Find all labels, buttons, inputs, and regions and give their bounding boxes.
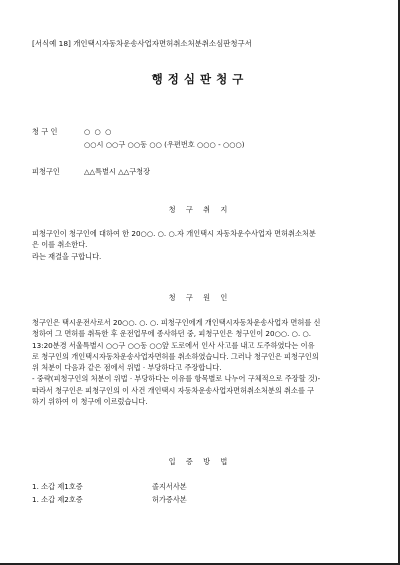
evidence-item-name: 졸지서사본 — [152, 482, 187, 491]
reason-line: 하기 위하여 이 청구에 이르렀습니다. — [32, 397, 148, 407]
purpose-line: 피청구인이 청구인에 대하여 한 20○○. ○. ○.자 개인택시 자동차운수사업자 면허취소처분 — [32, 229, 316, 238]
reason-paragraph — [32, 317, 370, 407]
reason-line: 따라서 청구인은 피청구인의 이 사건 개인택시 자동차운송사업자면허취소처분의 취소를 구 — [32, 385, 315, 395]
purpose-paragraph — [32, 228, 370, 262]
form-label: [서식예 18] 개인택시자동차운송사업자면허취소처분취소심판청구서 — [32, 39, 252, 48]
reason-line: 13:20분경 서울특별시 ○○구 ○○동 ○○앞 도로에서 인사 사고를 내고 도주하였다는 이유 — [32, 340, 315, 350]
reason-line: - 중략(피청구인의 처분이 위법 · 부당하다는 이유를 항목별로 나누어 구체적으로 주장할 것)- — [32, 374, 321, 384]
reason-line: 청구인은 택시운전사로서 20○○. ○. ○. 피청구인에게 개인택시자동차운송사업자 면허를 신 — [32, 318, 321, 327]
claimant-label: 청 구 인 — [32, 127, 58, 136]
evidence-item-number: 1. 소갑 제2호증 — [32, 495, 83, 504]
respondent-value: △△특별시 △△구청장 — [84, 167, 151, 176]
reason-line: 청하여 그 면허를 취득한 후 운전업무에 종사하던 중, 피청구인은 청구인이 20○○. ○. ○. — [32, 329, 312, 339]
evidence-item-number: 1. 소갑 제1호증 — [32, 482, 83, 491]
document-title: 행정심판청구 — [151, 72, 249, 86]
reason-line: 로 청구인의 개인택시자동차운송사업자면허를 취소하였습니다. 그러나 청구인은 피청구인의 — [32, 351, 319, 361]
evidence-heading: 입 증 방 법 — [168, 457, 232, 466]
claimant-name: ○ ○ ○ — [84, 127, 113, 136]
respondent-label: 피청구인 — [32, 167, 60, 176]
purpose-line: 은 이를 취소한다. — [32, 240, 88, 250]
purpose-line: 라는 재결을 구합니다. — [32, 251, 102, 261]
reason-heading: 청 구 원 인 — [168, 293, 232, 302]
evidence-item-name: 허가증사본 — [152, 495, 187, 504]
claimant-address: ○○시 ○○구 ○○동 ○○ (우편번호 ○○○ - ○○○) — [84, 140, 245, 149]
reason-line: 위 처분이 다음과 같은 점에서 위법 · 부당하다고 주장합니다. — [32, 363, 222, 373]
purpose-heading: 청 구 취 지 — [168, 205, 232, 214]
